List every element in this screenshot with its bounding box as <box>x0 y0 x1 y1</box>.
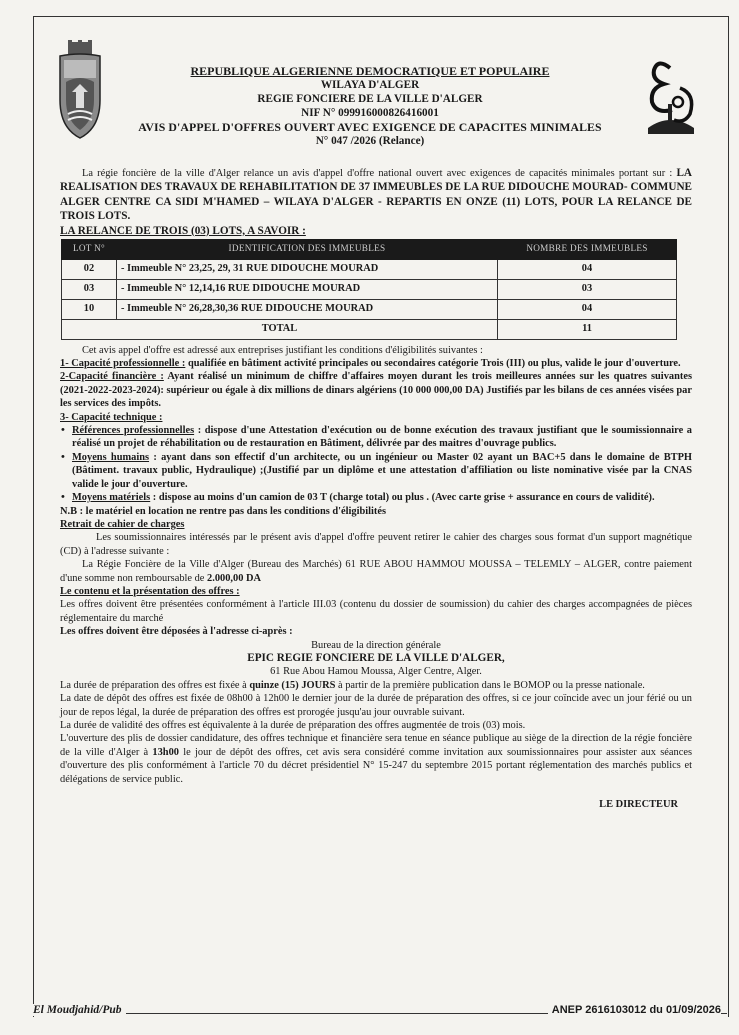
table-header-row <box>62 239 677 259</box>
retrait-address <box>60 558 692 585</box>
document-header <box>110 64 630 148</box>
count-cell: 04 <box>498 259 677 279</box>
delai-preparation <box>60 679 692 692</box>
delai-days: quinze (15) JOURS <box>249 679 336 691</box>
table-total-row <box>62 319 677 339</box>
b3-text: : dispose au moins d'un camion de 03 T (charge total) ou plus . (Avec carte grise + assurance en cours de validité). <box>150 492 655 504</box>
ident-cell: - Immeuble N° 26,28,30,36 RUE DIDOUCHE MOURAD <box>117 299 498 319</box>
delai-text-end: à partir de la première publication dans le BOMOP ou la presse nationale. <box>335 679 645 691</box>
depot-address-3: 61 Rue Abou Hamou Moussa, Alger Centre, Alger. <box>270 666 482 678</box>
list-item <box>72 491 692 504</box>
retrait-title: Retrait de cahier de charges <box>60 518 185 530</box>
retrait-fee: 2.000,00 DA <box>207 572 262 584</box>
ident-cell: - Immeuble N° 23,25, 29, 31 RUE DIDOUCHE MOURAD <box>117 259 498 279</box>
wilaya-title: WILAYA D'ALGER <box>320 79 420 91</box>
tender-title: AVIS D'APPEL D'OFFRES OUVERT AVEC EXIGENCE DE CAPACITES MINIMALES <box>138 120 602 134</box>
regie-fonciere-emblem-logo <box>640 58 702 150</box>
date-depot: La date de dépôt des offres est fixée de 08h00 à 12h00 le dernier jour de la durée de préparation des offres, si ce jour coïncide avec un jour férié ou un jour de repos légal, la durée de préparation des offres est prorogée jusqu'au jour ouvrable suivant. <box>60 693 692 718</box>
c1-label: 1- Capacité professionnelle : <box>60 358 186 370</box>
delai-text: La durée de préparation des offres est fixée à <box>60 679 250 691</box>
table-row <box>62 279 677 299</box>
b2-label: Moyens humains <box>72 451 150 463</box>
contenu-paragraph: Les offres doivent être présentées conformément à l'article III.03 (contenu du dossier de soumission) du cahier des charges accompagnées de pièces réglementaire du marché <box>60 599 692 624</box>
lot-cell: 10 <box>62 299 117 319</box>
contenu-title: Le contenu et la présentation des offres : <box>60 585 240 597</box>
c2-label: 2-Capacité financière : <box>60 371 164 383</box>
algiers-coat-of-arms-logo <box>56 38 104 150</box>
col-count: NOMBRE DES IMMEUBLES <box>498 239 677 259</box>
b3-label: Moyens matériels <box>72 492 151 504</box>
republic-title: REPUBLIQUE ALGERIENNE DEMOCRATIQUE ET POPULAIRE <box>190 64 550 78</box>
count-cell: 04 <box>498 299 677 319</box>
retrait-address-text: La Régie Foncière de la Ville d'Alger (Bureau des Marchés) 61 RUE ABOU HAMMOU MOUSSA – TELEMLY – ALGER, contre paiement d'une somme non remboursable de <box>60 559 692 584</box>
relance-title: LA RELANCE DE TROIS (03) LOTS, A SAVOIR : <box>60 224 306 237</box>
c1-text: qualifiée en bâtiment activité principales ou secondaires catégorie Trois (III) ou plus, valide le jour d'ouverture. <box>185 358 681 370</box>
ouverture-text-end: le jour de dépôt des offres, cet avis sera considéré comme invitation aux soumissionnaires pour assister aux séances d'ouverture des plis conformément à l'article 70 du décret présidentiel N° 15-247 du septembre 2015 portant réglementation des marchés publics et délégations de service public. <box>60 746 692 785</box>
ouverture-text: L'ouverture des plis de dossier candidature, des offres technique et financière sera tenue en séance publique au siège de la direction de la régie foncière de la ville d'Alger à <box>60 733 692 758</box>
lots-table <box>61 239 677 340</box>
footer <box>33 1004 727 1024</box>
retrait-paragraph: Les soumissionnaires intéressés par le présent avis d'appel d'offre peuvent retirer le cahier des charges sous format d'un support magnétique (CD) à l'adresse suivante : <box>60 532 692 557</box>
col-lot: LOT N° <box>62 239 117 259</box>
table-row <box>62 299 677 319</box>
conditions-intro: Cet avis appel d'offre est adressé aux entreprises justifiant les conditions d'éligibilités suivantes : <box>82 344 483 356</box>
technical-list <box>60 424 692 504</box>
depot-title: Les offres doivent être déposées à l'adresse ci-après : <box>60 626 293 638</box>
footer-anep: ANEP 2616103012 du 01/09/2026 <box>548 1004 721 1016</box>
intro-object: LA REALISATION DES TRAVAUX DE REHABILITATION DE 37 IMMEUBLES DE LA RUE DIDOUCHE MOURAD- COMMUNE ALGER CENTRE CA SIDI M'HAMED – WILAYA D'ALGER - REPARTIS EN ONZE (11) LOTS, POUR LA RELANCE DE TROIS LOTS. <box>60 167 692 223</box>
footer-source: El Moudjahid/Pub <box>33 1004 126 1016</box>
total-value: 11 <box>498 319 677 339</box>
document-body <box>60 166 692 811</box>
regie-title: REGIE FONCIERE DE LA VILLE D'ALGER <box>257 93 483 105</box>
col-identification: IDENTIFICATION DES IMMEUBLES <box>117 239 498 259</box>
ident-cell: - Immeuble N° 12,14,16 RUE DIDOUCHE MOURAD <box>117 279 498 299</box>
intro-lead: La régie foncière de la ville d'Alger relance un avis d'appel d'offre national ouvert avec exigences de capacités minimales portant sur : <box>82 168 677 179</box>
validite-offres: La durée de validité des offres est équivalente à la durée de préparation des offres augmentée de trois (03) mois. <box>60 720 526 731</box>
count-cell: 03 <box>498 279 677 299</box>
signature: LE DIRECTEUR <box>599 799 678 811</box>
total-label: TOTAL <box>62 319 498 339</box>
ouverture-plis <box>60 732 692 786</box>
c2-text: Ayant réalisé un minimum de chiffre d'affaires moyen durant les trois meilleures années sur les quatres suivantes (2021-2022-2023-2024): supérieur ou égale à dix millions de dinars algériens (10 000 000,00 DA) Justifiés par les bilans de ces années visées par les services des impôts. <box>60 371 692 410</box>
intro-paragraph <box>60 166 692 224</box>
list-item <box>72 451 692 491</box>
depot-address-2: EPIC REGIE FONCIERE DE LA VILLE D'ALGER, <box>247 651 505 664</box>
b1-text: : dispose d'une Attestation d'exécution ou de bonne exécution des travaux justifiant que le soumissionnaire a réalisé un projet de réhabilitation ou de restauration en Bâtiment, délivrée par des maitres d'ouvrage publics. <box>72 425 692 450</box>
list-item <box>72 424 692 451</box>
b2-text: : ayant dans son effectif d'un architecte, ou un ingénieur ou Master 02 ayant un BAC+5 dans le domaine de BTPH (Bâtiment. travaux public, Hydraulique) ;(Justifié par un diplôme et une attestation d'affiliation ou liste nominative visée par la CNAS valide le jour d'ouverture. <box>72 451 693 490</box>
table-row <box>62 259 677 279</box>
lot-cell: 02 <box>62 259 117 279</box>
nb-note: N.B : le matériel en location ne rentre pas dans les conditions d'éligibilités <box>60 505 387 517</box>
b1-label: Références professionnelles <box>72 425 195 437</box>
capacity-professional <box>60 357 692 370</box>
capacity-financial <box>60 370 692 410</box>
depot-address-1: Bureau de la direction générale <box>311 639 441 651</box>
tender-number: N° 047 /2026 (Relance) <box>315 135 425 147</box>
capacity-technical-title: 3- Capacité technique : <box>60 411 163 423</box>
lot-cell: 03 <box>62 279 117 299</box>
nif-number: NIF N° 099916000826416001 <box>301 107 439 119</box>
ouverture-time: 13h00 <box>152 746 179 758</box>
